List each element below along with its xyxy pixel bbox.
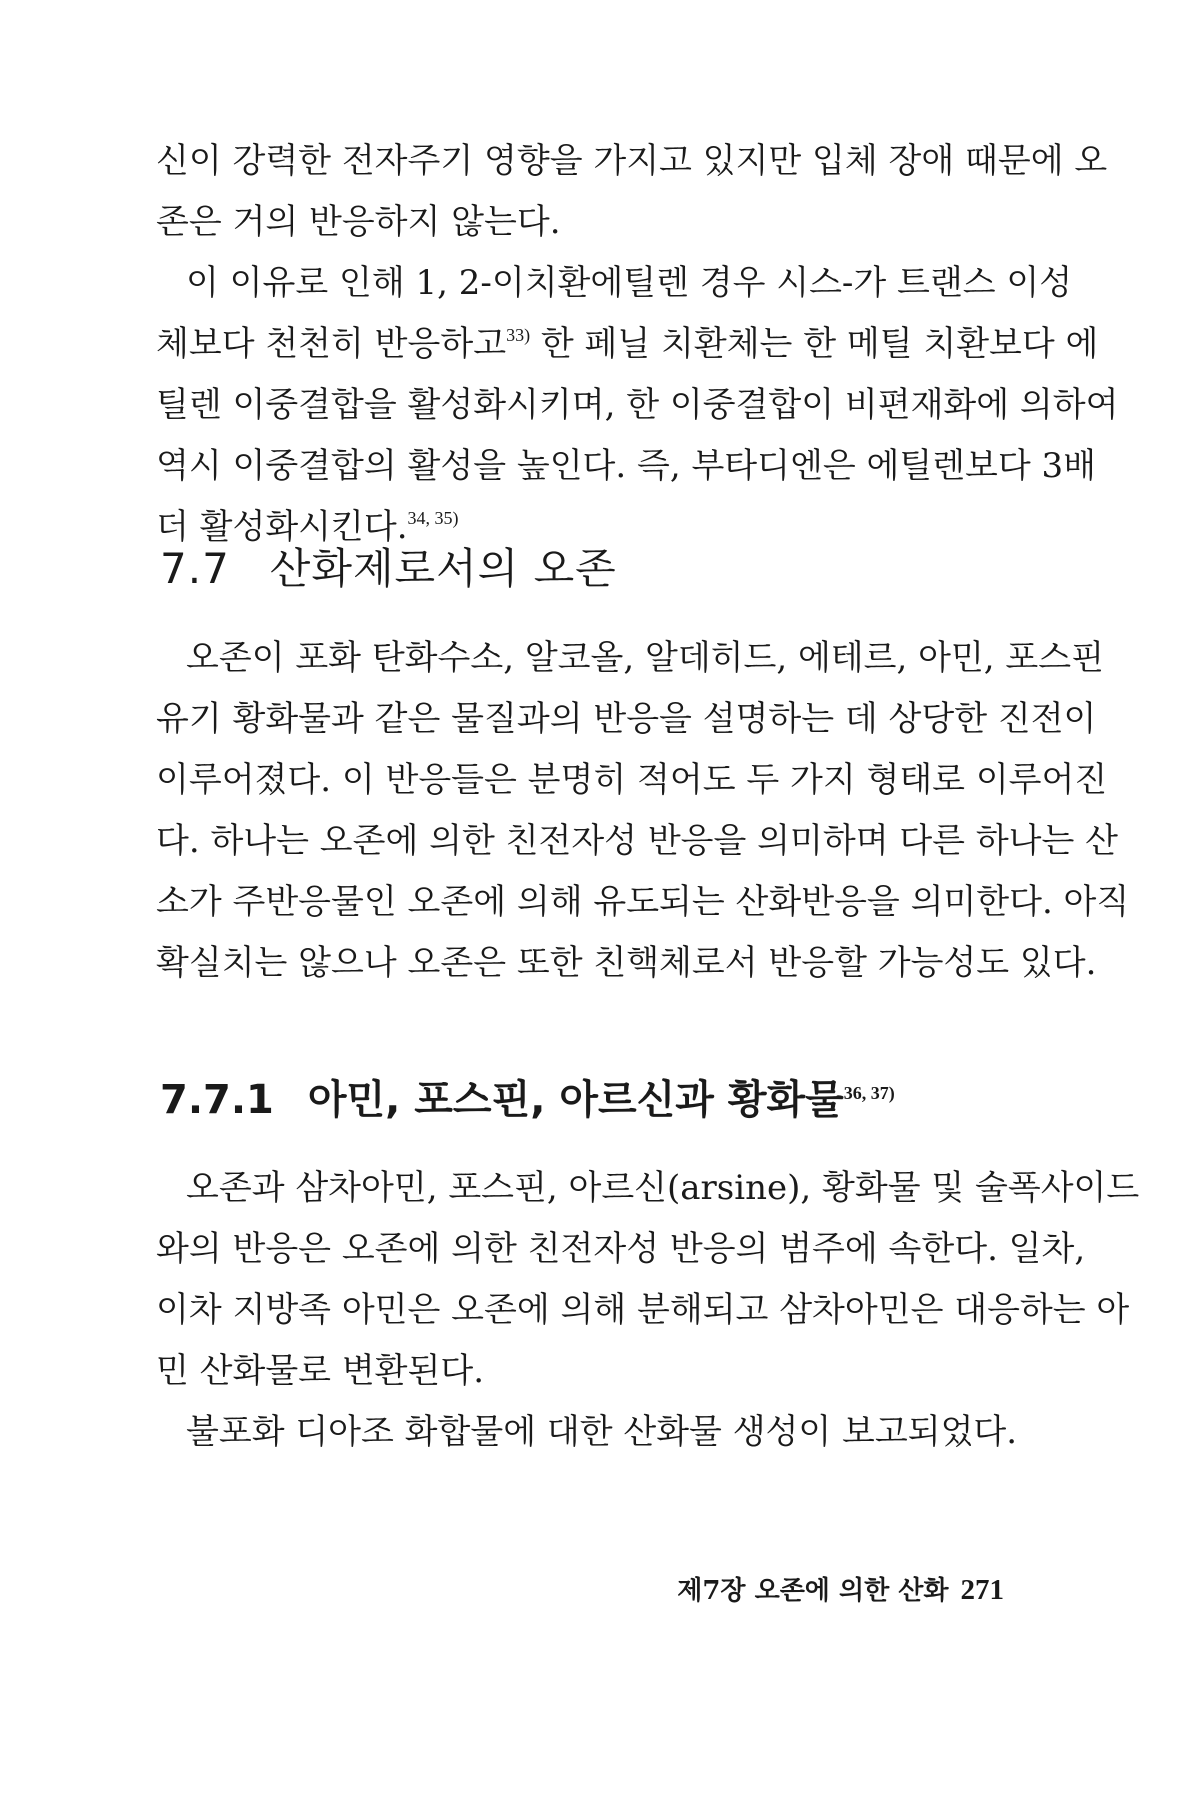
section-title-text: 산화제로서의 오존 [269,544,617,593]
text-line [156,628,1104,689]
citation-ref: 33) [506,325,531,345]
text-span: 더 활성화시킨다. [156,507,408,547]
text-line: 존은 거의 반응하지 않는다. [156,202,561,242]
paragraph-continuation [156,131,1108,253]
text-span: 불포화 디아조 화합물에 대한 산화물 생성이 보고되었다. [186,1412,1018,1452]
text-line [156,1158,1140,1219]
section-heading [160,536,617,596]
subsection-heading [160,1068,895,1125]
page-footer [677,1570,1004,1607]
text-span: 오존이 포화 탄화수소, 알코올, 알데히드, 에테르, 아민, 포스핀 [186,638,1104,678]
paragraph-diazo [156,1402,1046,1463]
citation-ref: 34, 35) [407,508,459,528]
text-line [156,1402,1046,1463]
subsection-number: 7.7.1 [160,1077,274,1123]
paragraph-isomers [156,253,1119,558]
text-line: 와의 반응은 오존에 의한 친전자성 반응의 범주에 속한다. 일차, [156,1229,1086,1269]
text-line: 역시 이중결합의 활성을 높인다. 즉, 부타디엔은 에틸렌보다 3배 [156,446,1096,486]
subsection-title-text: 아민, 포스핀, 아르신과 황화물 [307,1077,844,1123]
text-line: 유기 황화물과 같은 물질과의 반응을 설명하는 데 상당한 진전이 [156,699,1097,739]
text-line: 틸렌 이중결합을 활성화시키며, 한 이중결합이 비편재화에 의하여 [156,385,1119,425]
text-line: 확실치는 않으나 오존은 또한 친핵체로서 반응할 가능성도 있다. [156,943,1097,983]
text-span: 이 이유로 인해 1, 2-이치환에틸렌 경우 시스-가 트랜스 이성 [186,263,1073,303]
paragraph-amines [156,1158,1140,1402]
section-number: 7.7 [160,544,230,593]
text-line [156,253,1073,314]
text-line: 이루어졌다. 이 반응들은 분명히 적어도 두 가지 형태로 이루어진 [156,760,1108,800]
text-line: 이차 지방족 아민은 오존에 의해 분해되고 삼차아민은 대응하는 아 [156,1290,1130,1330]
text-span: 오존과 삼차아민, 포스핀, 아르신(arsine), 황화물 및 술폭사이드 [186,1168,1140,1208]
text-line: 민 산화물로 변환된다. [156,1351,485,1391]
text-line: 다. 하나는 오존에 의한 친전자성 반응을 의미하며 다른 하나는 산 [156,821,1119,861]
text-span: 체보다 천천히 반응하고 [156,324,507,364]
text-line [156,314,1099,375]
chapter-label: 제7장 오존에 의한 산화 [677,1576,949,1606]
citation-ref: 36, 37) [843,1083,895,1103]
text-line: 소가 주반응물인 오존에 의해 유도되는 산화반응을 의미한다. 아직 [156,882,1130,922]
paragraph-ozone-oxidant [156,628,1130,994]
text-span: 한 페닐 치환체는 한 메틸 치환보다 에 [530,324,1099,364]
text-line: 신이 강력한 전자주기 영향을 가지고 있지만 입체 장애 때문에 오 [156,141,1108,181]
page-number: 271 [960,1574,1004,1606]
